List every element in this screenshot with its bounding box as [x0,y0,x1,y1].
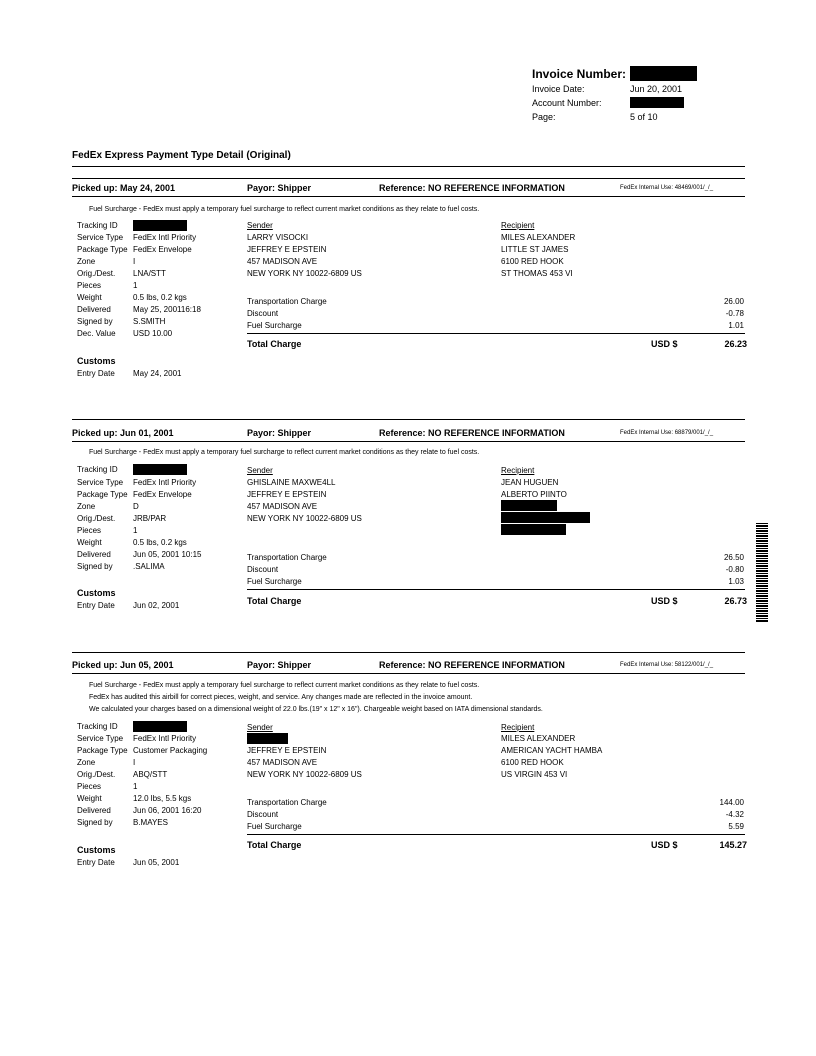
currency-label: USD $ [651,596,678,606]
internal-use: FedEx Internal Use: 58122/001/_/_ [620,662,714,668]
discount-label: Discount [247,309,279,318]
entry-date-label: Entry Date [77,369,115,378]
recipient-line: MILES ALEXANDER [501,734,576,743]
signed-by-value: S.SMITH [133,317,166,326]
zone-label: Zone [77,758,96,767]
reference: Reference: NO REFERENCE INFORMATION [379,428,565,438]
transportation-charge-value: 26.50 [723,553,744,562]
sender-line: NEW YORK NY 10022-6809 US [247,269,362,278]
recipient-redaction [501,500,557,511]
note-line: Fuel Surcharge - FedEx must apply a temporary fuel surcharge to reflect current market conditions as they relate to fuel costs. [89,206,480,213]
service-type-label: Service Type [77,233,124,242]
transportation-charge-label: Transportation Charge [247,798,327,807]
total-rule [247,333,745,334]
picked-up: Picked up: Jun 01, 2001 [72,428,174,438]
fuel-surcharge-label: Fuel Surcharge [247,321,302,330]
invoice-date-label: Invoice Date: [532,84,585,94]
transportation-charge-value: 144.00 [719,798,744,807]
recipient-line: JEAN HUGUEN [501,478,559,487]
delivered-label: Delivered [77,305,111,314]
payor: Payor: Shipper [247,660,312,670]
fuel-surcharge-value: 5.59 [728,822,744,831]
package-type-value: FedEx Envelope [133,490,192,499]
total-charge-value: 145.27 [719,840,747,850]
currency-label: USD $ [651,840,678,850]
tracking-id-redaction [133,721,187,732]
reference: Reference: NO REFERENCE INFORMATION [379,183,565,193]
recipient-heading: Recipient [501,723,535,732]
internal-use: FedEx Internal Use: 68879/001/_/_ [620,430,714,436]
tracking-id-redaction [133,464,187,475]
total-charge-label: Total Charge [247,339,302,349]
delivered-value: Jun 05, 2001 10:15 [133,550,202,559]
dec-value-label: Dec. Value [77,329,116,338]
sender-line: 457 MADISON AVE [247,257,318,266]
zone-label: Zone [77,502,96,511]
currency-label: USD $ [651,339,678,349]
package-type-value: Customer Packaging [133,746,208,755]
sender-line: JEFFREY E EPSTEIN [247,746,327,755]
total-rule [247,589,745,590]
signed-by-label: Signed by [77,562,113,571]
recipient-heading: Recipient [501,221,535,230]
recipient-line: ALBERTO PIINTO [501,490,567,499]
pieces-value: 1 [133,281,138,290]
recipient-line: LITTLE ST JAMES [501,245,569,254]
zone-value: I [133,257,136,266]
signed-by-label: Signed by [77,317,113,326]
transportation-charge-label: Transportation Charge [247,297,327,306]
sender-heading: Sender [247,723,273,732]
entry-date-value: May 24, 2001 [133,369,182,378]
orig-dest-label: Orig./Dest. [77,514,116,523]
delivered-value: Jun 06, 2001 16:20 [133,806,202,815]
page-value: 5 of 10 [630,112,658,122]
orig-dest-value: JRB/PAR [133,514,167,523]
orig-dest-label: Orig./Dest. [77,770,116,779]
weight-label: Weight [77,538,102,547]
total-charge-value: 26.23 [724,339,747,349]
customs-heading: Customs [77,356,116,366]
account-number-label: Account Number: [532,98,602,108]
signed-by-value: B.MAYES [133,818,168,827]
discount-label: Discount [247,810,279,819]
delivered-label: Delivered [77,550,111,559]
pieces-label: Pieces [77,281,102,290]
fuel-surcharge-label: Fuel Surcharge [247,822,302,831]
pieces-value: 1 [133,782,138,791]
delivered-value: May 25, 200116:18 [133,305,201,314]
entry-date-value: Jun 05, 2001 [133,858,180,867]
tracking-id-redaction [133,220,187,231]
sender-line: LARRY VISOCKI [247,233,309,242]
sender-line: 457 MADISON AVE [247,758,318,767]
package-type-label: Package Type [77,490,128,499]
discount-value: -0.80 [725,565,744,574]
orig-dest-label: Orig./Dest. [77,269,116,278]
orig-dest-value: LNA/STT [133,269,166,278]
transportation-charge-label: Transportation Charge [247,553,327,562]
page-label: Page: [532,112,556,122]
recipient-line: 6100 RED HOOK [501,758,564,767]
weight-label: Weight [77,293,102,302]
recipient-redaction [501,512,590,523]
sender-line: JEFFREY E EPSTEIN [247,490,327,499]
entry-date-label: Entry Date [77,858,115,867]
recipient-line: MILES ALEXANDER [501,233,576,242]
recipient-line: 6100 RED HOOK [501,257,564,266]
zone-value: I [133,758,136,767]
fuel-surcharge-label: Fuel Surcharge [247,577,302,586]
sender-redaction [247,733,288,744]
account-number-redaction [630,97,684,108]
sender-heading: Sender [247,466,273,475]
invoice-date-value: Jun 20, 2001 [630,84,683,94]
transportation-charge-value: 26.00 [723,297,744,306]
invoice-number-label: Invoice Number: [532,67,627,81]
recipient-line: ST THOMAS 453 VI [501,269,573,278]
title-divider [72,166,745,167]
invoice-number-redaction [630,66,697,81]
pieces-label: Pieces [77,526,102,535]
recipient-redaction [501,524,566,535]
sender-heading: Sender [247,221,273,230]
entry-date-value: Jun 02, 2001 [133,601,180,610]
pieces-value: 1 [133,526,138,535]
weight-value: 0.5 lbs, 0.2 kgs [133,293,187,302]
note-line: FedEx has audited this airbill for correct pieces, weight, and service. Any changes made are reflected in the invoice amount. [89,694,473,701]
entry-date-label: Entry Date [77,601,115,610]
signed-by-value: .SALIMA [133,562,165,571]
fuel-surcharge-value: 1.03 [728,577,744,586]
picked-up: Picked up: May 24, 2001 [72,183,176,193]
picked-up: Picked up: Jun 05, 2001 [72,660,174,670]
note-line: Fuel Surcharge - FedEx must apply a temporary fuel surcharge to reflect current market conditions as they relate to fuel costs. [89,449,480,456]
discount-value: -4.32 [725,810,744,819]
tracking-id-label: Tracking ID [77,221,118,230]
service-type-value: FedEx Intl Priority [133,734,197,743]
payor: Payor: Shipper [247,428,312,438]
zone-label: Zone [77,257,96,266]
recipient-heading: Recipient [501,466,535,475]
tracking-id-label: Tracking ID [77,465,118,474]
reference: Reference: NO REFERENCE INFORMATION [379,660,565,670]
orig-dest-value: ABQ/STT [133,770,168,779]
package-type-label: Package Type [77,746,128,755]
weight-label: Weight [77,794,102,803]
dec-value-value: USD 10.00 [133,329,173,338]
customs-heading: Customs [77,845,116,855]
sender-line: 457 MADISON AVE [247,502,318,511]
sender-line: GHISLAINE MAXWE4LL [247,478,336,487]
shipment-header-rule [72,196,745,197]
service-type-label: Service Type [77,478,124,487]
shipment-top-rule [72,652,745,653]
tracking-id-label: Tracking ID [77,722,118,731]
recipient-line: US VIRGIN 453 VI [501,770,568,779]
shipment-top-rule [72,419,745,420]
sender-line: NEW YORK NY 10022-6809 US [247,770,362,779]
discount-label: Discount [247,565,279,574]
shipment-header-rule [72,441,745,442]
delivered-label: Delivered [77,806,111,815]
customs-heading: Customs [77,588,116,598]
note-line: Fuel Surcharge - FedEx must apply a temporary fuel surcharge to reflect current market conditions as they relate to fuel costs. [89,682,480,689]
sender-line: NEW YORK NY 10022-6809 US [247,514,362,523]
shipment-top-rule [72,178,745,179]
recipient-line: AMERICAN YACHT HAMBA [501,746,603,755]
total-charge-label: Total Charge [247,840,302,850]
payor: Payor: Shipper [247,183,312,193]
discount-value: -0.78 [725,309,744,318]
service-type-label: Service Type [77,734,124,743]
signed-by-label: Signed by [77,818,113,827]
shipment-header-rule [72,673,745,674]
sender-line: JEFFREY E EPSTEIN [247,245,327,254]
service-type-value: FedEx Intl Priority [133,233,197,242]
total-charge-value: 26.73 [724,596,747,606]
internal-use: FedEx Internal Use: 48469/001/_/_ [620,185,714,191]
page-title: FedEx Express Payment Type Detail (Original) [72,150,291,161]
zone-value: D [133,502,139,511]
total-rule [247,834,745,835]
barcode [756,523,768,623]
package-type-label: Package Type [77,245,128,254]
package-type-value: FedEx Envelope [133,245,192,254]
weight-value: 0.5 lbs, 0.2 kgs [133,538,187,547]
fuel-surcharge-value: 1.01 [728,321,744,330]
service-type-value: FedEx Intl Priority [133,478,197,487]
weight-value: 12.0 lbs, 5.5 kgs [133,794,192,803]
total-charge-label: Total Charge [247,596,302,606]
note-line: We calculated your charges based on a dimensional weight of 22.0 lbs.(19" x 12" x 16"). Chargeable weight based on IATA dimensional standards. [89,706,543,713]
pieces-label: Pieces [77,782,102,791]
